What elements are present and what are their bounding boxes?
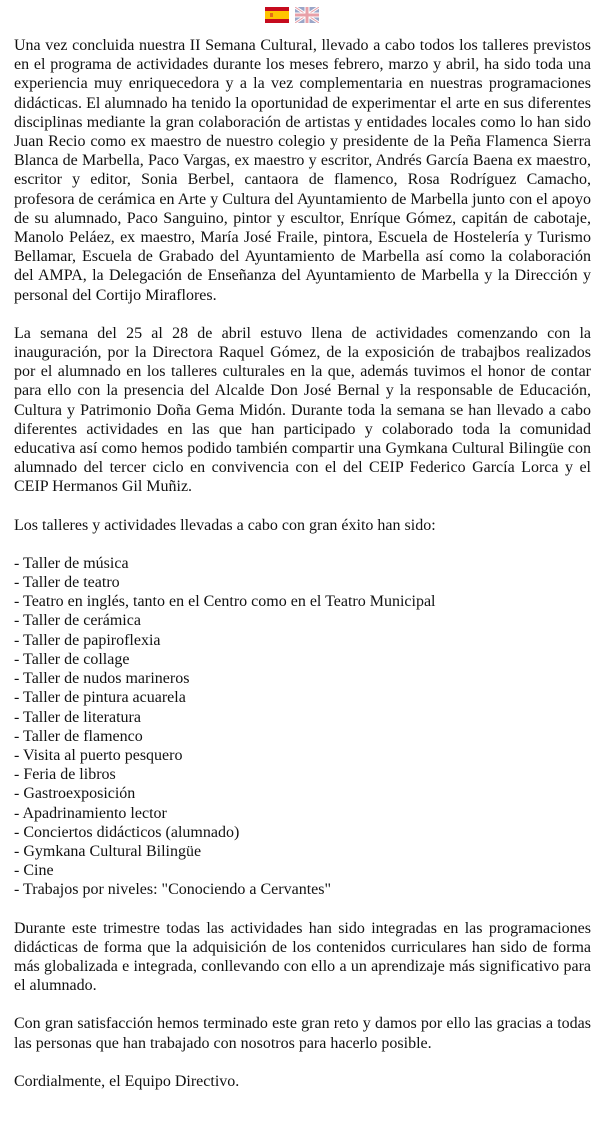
intro-paragraph: Una vez concluida nuestra II Semana Cultural, llevado a cabo todos los talleres previstos en el programa de actividades durante los meses febrero, marzo y abril, ha sido toda una experiencia muy enriquecedora y a la vez complementaria en nuestras programaciones didácticas. El alumnado ha tenido la oportunidad de experimentar el arte en sus diferentes disciplinas mediante la gran colaboración de artistas y entidades locales como lo han sido Juan Recio como ex maestro de nuestro colegio y presidente de la Peña Flamenca Sierra Blanca de Marbella, Paco Vargas, ex maestro y escritor, Andrés García Baena ex maestro, escritor y editor, Sonia Berbel, cantaora de flamenco, Rosa Rodríguez Camacho, profesora de cerámica en Arte y Cultura del Ayuntamiento de Marbella junto con el apoyo de su alumnado, Paco Sanguino, pintor y escultor, Enríque Gómez, capitán de cabotaje, Manolo Peláez, ex maestro, María José Fraile, pintora, Escuela de Hostelería y Turismo Bellamar, Escuela de Grabado del Ayuntamiento de Marbella así como la colaboración del AMPA, la Delegación de Enseñanza del Ayuntamiento de Marbella y la Dirección y personal del Cortijo Miraflores.: [14, 37, 591, 304]
activities-intro: Los talleres y actividades llevadas a cabo con gran éxito han sido:: [14, 516, 436, 534]
article-body: [14, 36, 591, 1110]
list-item: - Teatro en inglés, tanto en el Centro como en el Teatro Municipal: [14, 593, 436, 611]
list-item: - Taller de nudos marineros: [14, 670, 190, 688]
thanks-paragraph: Con gran satisfacción hemos terminado este gran reto y damos por ello las gracias a todas las personas que han trabajado con nosotros para hacerlo posible.: [14, 1015, 591, 1052]
list-item: - Taller de papiroflexia: [14, 631, 161, 649]
list-item: - Apadrinamiento lector: [14, 804, 167, 822]
list-item: - Taller de cerámica: [14, 612, 141, 630]
list-item: - Gymkana Cultural Bilingüe: [14, 842, 202, 860]
activities-list: [14, 554, 591, 900]
list-item: - Visita al puerto pesquero: [14, 746, 183, 764]
list-item: - Feria de libros: [14, 766, 116, 784]
list-item: - Taller de pintura acuarela: [14, 689, 186, 707]
list-item: - Gastroexposición: [14, 785, 136, 803]
list-item: - Taller de música: [14, 554, 129, 572]
week-summary-paragraph: La semana del 25 al 28 de abril estuvo llena de actividades comenzando con la inauguración, por la Directora Raquel Gómez, de la exposición de trabajbos realizados por el alumnado en los talleres culturales en la que, además tuvimos el honor de contar para ello con la presencia del Alcalde Don José Bernal y la responsable de Educación, Cultura y Patrimonio Doña Gema Midón. Durante toda la semana se han llevado a cabo diferentes actividades en las que han participado y colaborado toda la comunidad educativa así como hemos podido también compartir una Gymkana Cultural Bilingüe con alumnado del tercer ciclo en convivencia con el del CEIP Federico García Lorca y el CEIP Hermanos Gil Muñiz.: [14, 324, 591, 496]
list-item: - Taller de collage: [14, 650, 130, 668]
language-selector: [265, 7, 319, 23]
trimester-paragraph: Durante este trimestre todas las actividades han sido integradas en las programaciones didácticas de forma que la adquisición de los contenidos curriculares han sido de forma más globalizada e integrada, conllevando con ello a un aprendizaje más significativo para el alumnado.: [14, 919, 591, 995]
list-item: - Conciertos didácticos (alumnado): [14, 823, 240, 841]
list-item: - Trabajos por niveles: "Conociendo a Cervantes": [14, 881, 332, 899]
signature: Cordialmente, el Equipo Directivo.: [14, 1072, 240, 1090]
list-item: - Taller de literatura: [14, 708, 141, 726]
list-item: - Taller de teatro: [14, 574, 120, 592]
list-item: - Cine: [14, 862, 54, 880]
flag-spain-icon[interactable]: [265, 7, 289, 23]
flag-uk-icon[interactable]: [295, 7, 319, 23]
list-item: - Taller de flamenco: [14, 727, 143, 745]
